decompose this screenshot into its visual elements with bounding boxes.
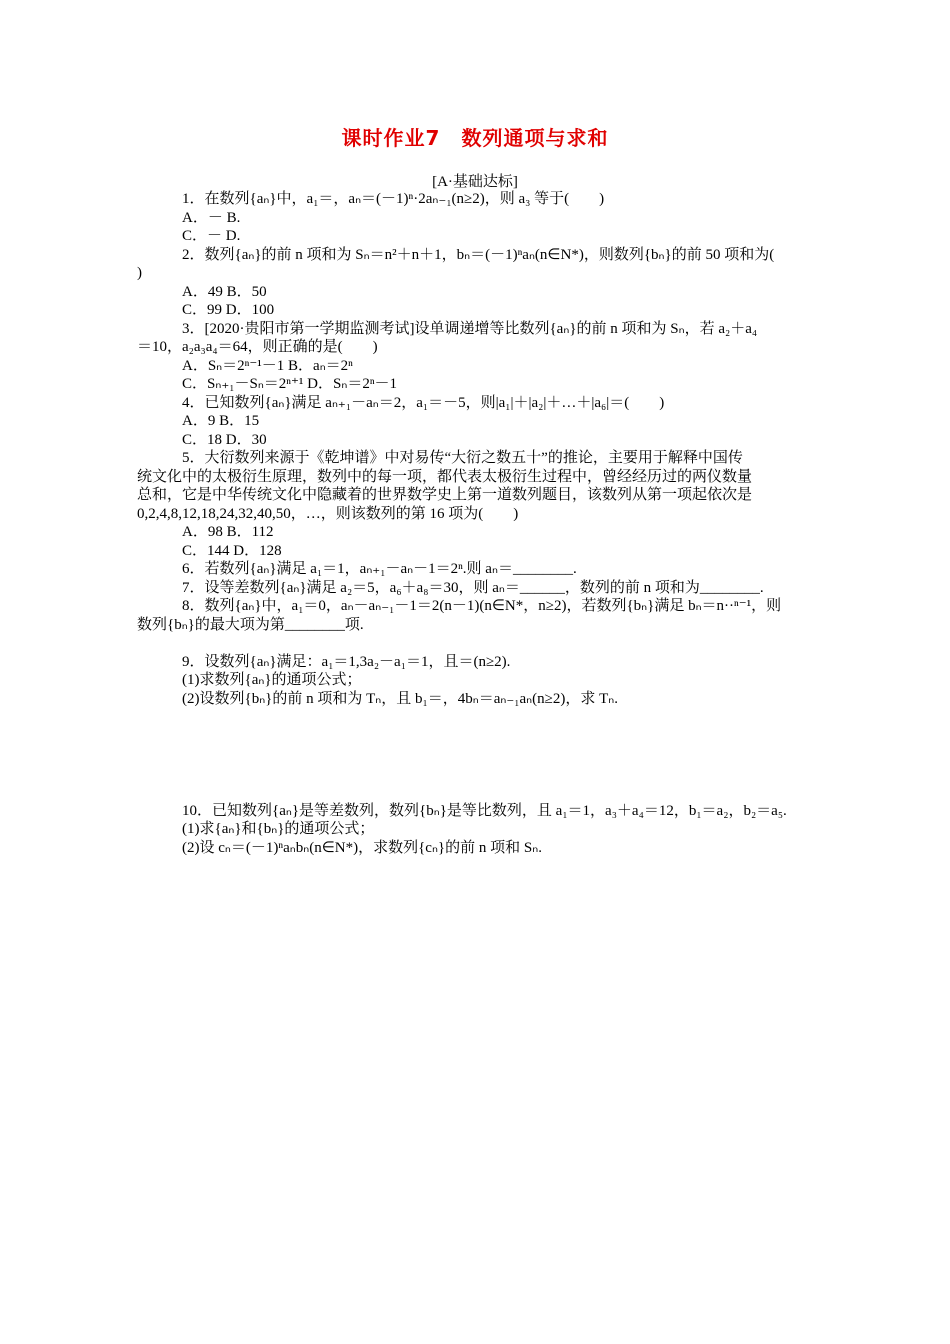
question-5-stem-cont: 0,2,4,8,12,18,24,32,40,50，…，则该数列的第 16 项为( )	[137, 506, 519, 522]
page-title: 课时作业7 数列通项与求和	[341, 126, 609, 150]
question-9-part-1: (1)求数列{aₙ}的通项公式；	[182, 672, 362, 688]
question-8-stem: 8．数列{aₙ}中，a₁＝0，aₙ－aₙ₋₁－1＝2(n－1)(n∈N*，n≥2)，若数列{bₙ}满足 bₙ＝n··ⁿ⁻¹，则	[182, 598, 782, 614]
question-2-options-ab: A．49 B．50	[182, 284, 267, 300]
question-9-part-2: (2)设数列{bₙ}的前 n 项和为 Tₙ，且 b₁＝，4bₙ＝aₙ₋₁aₙ(n≥2)，求 Tₙ.	[182, 691, 618, 707]
question-5-options-cd: C．144 D．128	[182, 543, 282, 559]
question-7-stem: 7．设等差数列{aₙ}满足 a₂＝5，a₆＋a₈＝30，则 aₙ＝______，数列的前 n 项和为________.	[182, 580, 764, 596]
question-4-options-ab: A．9 B．15	[182, 413, 260, 429]
question-10-part-1: (1)求{aₙ}和{bₙ}的通项公式；	[182, 821, 375, 837]
question-2-options-cd: C．99 D．100	[182, 302, 275, 318]
question-3-options-ab: A．Sₙ＝2ⁿ⁻¹－1 B．aₙ＝2ⁿ	[182, 358, 353, 374]
question-4-options-cd: C．18 D．30	[182, 432, 267, 448]
question-8-stem-cont: 数列{bₙ}的最大项为第________项.	[137, 617, 364, 633]
question-5-options-ab: A．98 B．112	[182, 524, 274, 540]
question-10-stem: 10．已知数列{aₙ}是等差数列，数列{bₙ}是等比数列，且 a₁＝1，a₃＋a₄＝12，b₁＝a₂，b₂＝a₅.	[182, 803, 787, 819]
question-1-stem: 1．在数列{aₙ}中，a₁＝，aₙ＝(－1)ⁿ·2aₙ₋₁(n≥2)，则 a₃ 等于( )	[182, 191, 605, 207]
question-1-options-ab: A．－ B.	[182, 210, 241, 226]
question-10-part-2: (2)设 cₙ＝(－1)ⁿaₙbₙ(n∈N*)，求数列{cₙ}的前 n 项和 Sₙ.	[182, 840, 542, 856]
question-9-stem: 9．设数列{aₙ}满足：a₁＝1,3a₂－a₁＝1，且＝(n≥2).	[182, 654, 511, 670]
question-6-stem: 6．若数列{aₙ}满足 a₁＝1，aₙ₊₁－aₙ－1＝2ⁿ.则 aₙ＝________.	[182, 561, 577, 577]
question-1-options-cd: C．－ D.	[182, 228, 241, 244]
question-2-stem: 2．数列{aₙ}的前 n 项和为 Sₙ＝n²＋n＋1，bₙ＝(－1)ⁿaₙ(n∈N*)，则数列{bₙ}的前 50 项和为(	[182, 247, 775, 263]
question-4-stem: 4．已知数列{aₙ}满足 aₙ₊₁－aₙ＝2，a₁＝－5，则|a₁|＋|a₂|＋…＋|a₆|＝( )	[182, 395, 665, 411]
question-5-stem-cont: 统文化中的太极衍生原理，数列中的每一项，都代表太极衍生过程中，曾经经历过的两仪数量	[137, 469, 753, 485]
question-2-stem-cont: )	[137, 265, 142, 281]
section-heading: [A·基础达标]	[432, 174, 518, 190]
question-3-stem: 3．[2020·贵阳市第一学期监测考试]设单调递增等比数列{aₙ}的前 n 项和为 Sₙ，若 a₂＋a₄	[182, 321, 758, 337]
question-3-stem-cont: ＝10，a₂a₃a₄＝64，则正确的是( )	[137, 339, 378, 355]
question-3-options-cd: C．Sₙ₊₁－Sₙ＝2ⁿ⁺¹ D．Sₙ＝2ⁿ－1	[182, 376, 398, 392]
question-5-stem: 5．大衍数列来源于《乾坤谱》中对易传“大衍之数五十”的推论，主要用于解释中国传	[182, 450, 743, 466]
question-5-stem-cont: 总和，它是中华传统文化中隐藏着的世界数学史上第一道数列题目，该数列从第一项起依次是	[137, 487, 753, 503]
